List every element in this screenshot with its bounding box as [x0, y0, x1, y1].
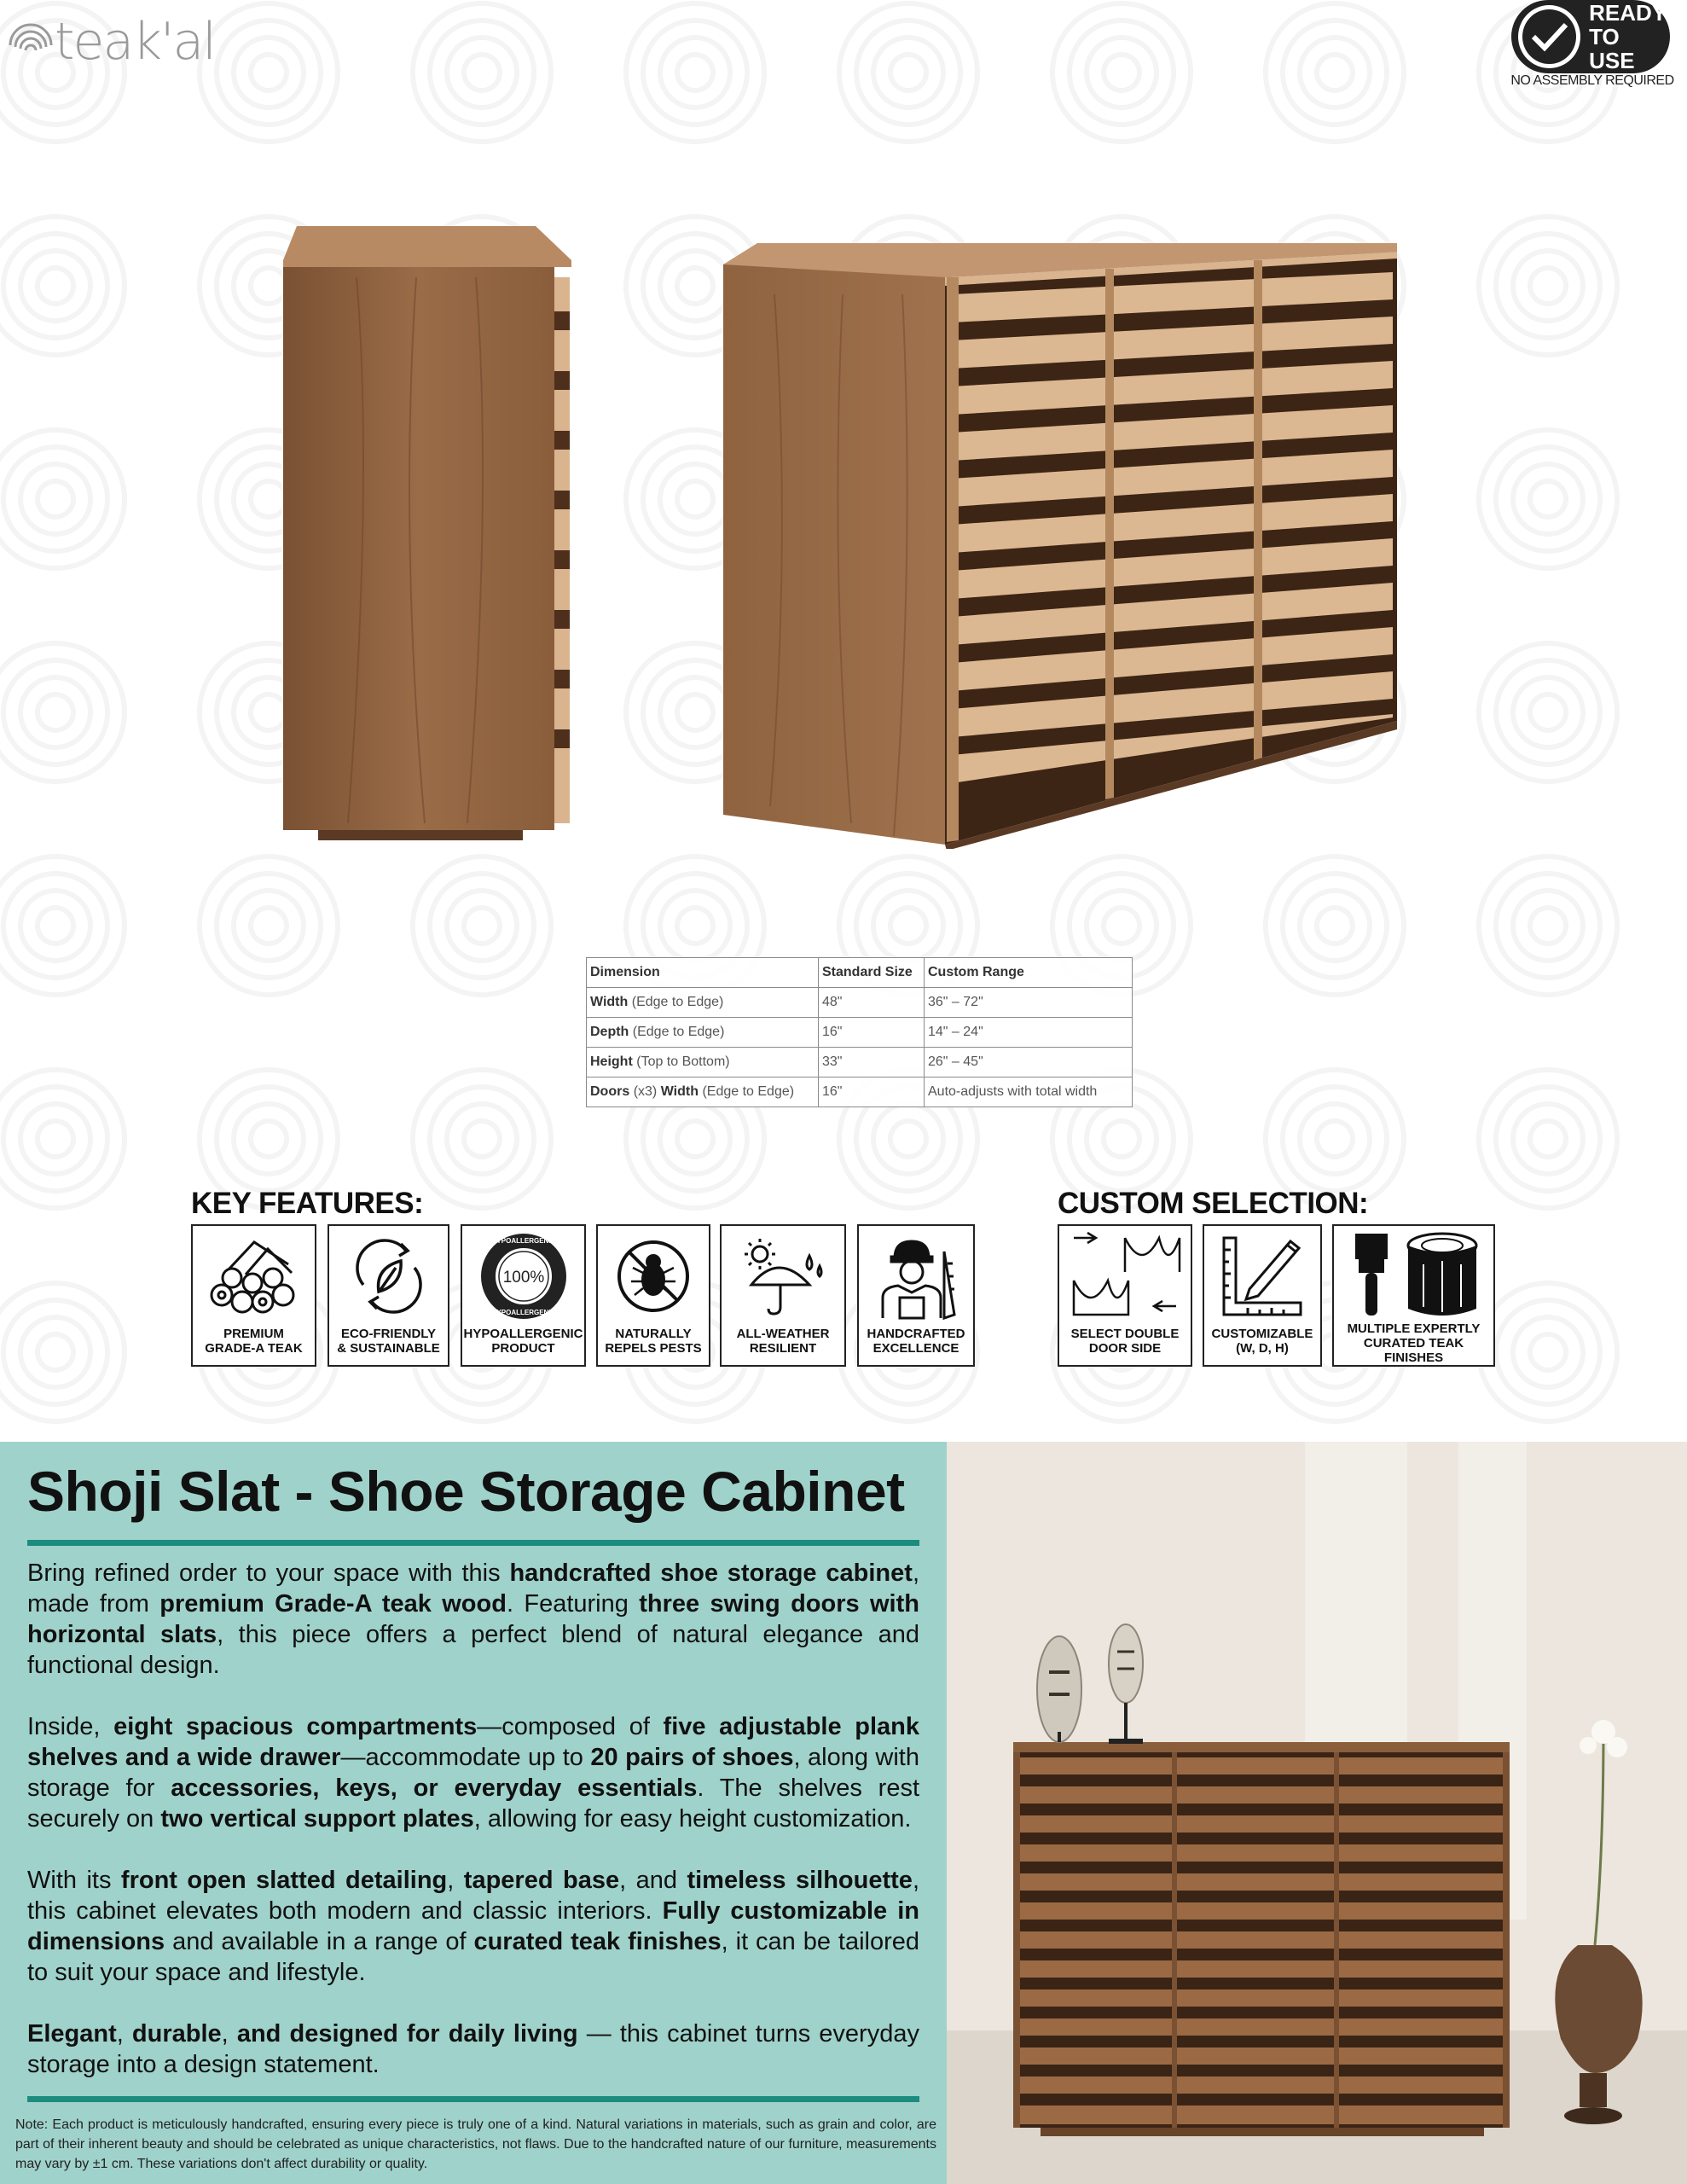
body-text: , this piece offers a perfect blend of natural elegance and functional design.	[27, 1621, 919, 1679]
no-assembly-text: NO ASSEMBLY REQUIRED	[1510, 73, 1674, 88]
emphasis-text: durable	[131, 2020, 222, 2048]
description-paragraph-1	[27, 1558, 919, 1681]
standard-cell: 48"	[819, 988, 925, 1018]
svg-text:HYPOALLERGENIC: HYPOALLERGENIC	[491, 1309, 555, 1316]
emphasis-text: handcrafted shoe storage cabinet	[509, 1560, 913, 1587]
title-divider	[27, 1540, 919, 1546]
room-scene-photo	[947, 1442, 1687, 2184]
ready-to-use-badge	[1511, 0, 1678, 94]
range-cell: 26" – 45"	[925, 1048, 1133, 1077]
option-door-side	[1058, 1224, 1192, 1367]
body-text: —accommodate up to	[340, 1744, 591, 1771]
key-features-heading: KEY FEATURES:	[191, 1187, 424, 1220]
brand-logo[interactable]	[9, 12, 230, 72]
product-description	[27, 1558, 919, 2111]
feature-premium-teak	[191, 1224, 316, 1367]
cabinet-side-view-image	[280, 226, 574, 840]
range-cell: 14" – 24"	[925, 1018, 1133, 1048]
body-text: . Featuring	[506, 1590, 640, 1618]
ready-pill	[1511, 0, 1670, 73]
emphasis-text: two vertical support plates	[160, 1805, 474, 1833]
body-text: , allowing for easy height customization.	[473, 1805, 912, 1833]
table-row	[587, 1077, 1133, 1107]
body-text: . The shelves rest securely on	[27, 1774, 920, 1833]
feature-label: HYPOALLERGENIC PRODUCT	[463, 1327, 583, 1356]
emphasis-text: five adjustable plank shelves and a wide drawer	[27, 1713, 919, 1771]
range-cell: Auto-adjusts with total width	[925, 1077, 1133, 1107]
emphasis-text: premium Grade-A teak wood	[159, 1590, 507, 1618]
leaf-recycle-icon	[346, 1226, 432, 1327]
svg-text:100%: 100%	[502, 1269, 544, 1287]
emphasis-text: eight spacious compartments	[113, 1713, 478, 1740]
description-paragraph-4	[27, 2018, 919, 2080]
standard-cell: 16"	[819, 1077, 925, 1107]
body-text: , this cabinet elevates both modern and classic interiors.	[27, 1867, 919, 1925]
feature-label: NATURALLY REPELS PESTS	[605, 1327, 702, 1356]
checkmark-icon	[1518, 5, 1580, 68]
table-row	[587, 988, 1133, 1018]
emphasis-text: curated teak finishes	[473, 1928, 722, 1955]
dimension-cell: Depth (Edge to Edge)	[587, 1018, 819, 1048]
feature-repels-pests	[596, 1224, 710, 1367]
range-cell: 36" – 72"	[925, 988, 1133, 1018]
option-label: MULTIPLE EXPERTLY CURATED TEAK FINISHES	[1347, 1321, 1481, 1365]
room-scene-illustration	[947, 1442, 1687, 2184]
ready-line-1: READY	[1589, 0, 1667, 26]
standard-cell: 16"	[819, 1018, 925, 1048]
feature-eco-friendly	[328, 1224, 449, 1367]
body-text: and available in a range of	[165, 1928, 474, 1955]
description-paragraph-2	[27, 1711, 919, 1834]
door-swing-icon	[1065, 1226, 1185, 1327]
body-text: ,	[447, 1867, 464, 1894]
bottom-divider	[27, 2096, 919, 2102]
col-dimension: Dimension	[587, 958, 819, 988]
table-row	[587, 1018, 1133, 1048]
emphasis-text: and designed for daily living	[236, 2020, 578, 2048]
feature-label: ALL-WEATHER RESILIENT	[736, 1327, 830, 1356]
product-title: Shoji Slat - Shoe Storage Cabinet	[27, 1460, 905, 1523]
emphasis-text: Fully customizable in dimensions	[27, 1897, 919, 1955]
body-text: Bring refined order to your space with this	[27, 1560, 510, 1587]
table-row	[587, 1048, 1133, 1077]
craftsman-icon	[869, 1226, 963, 1327]
col-custom-range: Custom Range	[925, 958, 1133, 988]
ready-line-2: TO USE	[1589, 24, 1635, 73]
hypoallergenic-seal-icon	[477, 1226, 571, 1327]
emphasis-text: 20 pairs of shoes	[590, 1744, 794, 1771]
feature-label: PREMIUM GRADE-A TEAK	[205, 1327, 303, 1356]
rings-logo-icon	[9, 20, 53, 64]
emphasis-text: Elegant	[27, 2020, 117, 2048]
body-text: — this cabinet turns everyday storage into a design statement.	[27, 2020, 919, 2078]
standard-cell: 33"	[819, 1048, 925, 1077]
weather-icon	[736, 1226, 830, 1327]
logs-icon	[203, 1226, 305, 1327]
feature-label: HANDCRAFTED EXCELLENCE	[867, 1327, 965, 1356]
handcrafted-note: Note: Each product is meticulously handcrafted, ensuring every piece is truly one of a kind. Natural variations in materials, such as grain and color, are part of their inherent beauty and should be celebrated as unique characteristics, not flaws. Due to the handcrafted nature of our furniture, measurements may vary by ±1 cm. These variations don't affect durability or quality.	[15, 2117, 936, 2171]
dimension-table	[586, 957, 1133, 1107]
dimension-cell: Height (Top to Bottom)	[587, 1048, 819, 1077]
body-text: ,	[116, 2020, 132, 2048]
no-pests-icon	[611, 1226, 696, 1327]
ready-text	[1589, 1, 1670, 73]
emphasis-text: accessories, keys, or everyday essentials	[171, 1774, 698, 1802]
dimension-table-header	[587, 958, 1133, 988]
feature-label: ECO-FRIENDLY & SUSTAINABLE	[337, 1327, 440, 1356]
emphasis-text: tapered base	[463, 1867, 620, 1894]
feature-all-weather	[720, 1224, 846, 1367]
body-text: ,	[221, 2020, 237, 2048]
body-text: —composed of	[477, 1713, 664, 1740]
emphasis-text: three swing doors with horizontal slats	[27, 1590, 919, 1648]
brand-logo-text: teak'al	[55, 12, 215, 72]
body-text: , it can be tailored to suit your space and lifestyle.	[27, 1928, 920, 1986]
option-teak-finishes	[1332, 1224, 1495, 1367]
emphasis-text: front open slatted detailing	[120, 1867, 448, 1894]
option-label: SELECT DOUBLE DOOR SIDE	[1070, 1327, 1180, 1356]
body-text: Inside,	[27, 1713, 114, 1740]
dimension-cell: Width (Edge to Edge)	[587, 988, 819, 1018]
svg-text:HYPOALLERGENIC: HYPOALLERGENIC	[491, 1237, 555, 1245]
option-customizable-dimensions	[1203, 1224, 1322, 1367]
brush-log-icon	[1342, 1226, 1487, 1321]
feature-handcrafted	[857, 1224, 975, 1367]
description-paragraph-3	[27, 1865, 919, 1988]
body-text: , along with storage for	[27, 1744, 919, 1802]
feature-hypoallergenic	[461, 1224, 586, 1367]
body-text: , made from	[27, 1560, 919, 1618]
emphasis-text: timeless silhouette	[687, 1867, 913, 1894]
dimension-cell: Doors (x3) Width (Edge to Edge)	[587, 1077, 819, 1107]
custom-selection-heading: CUSTOM SELECTION:	[1058, 1187, 1369, 1220]
ruler-pencil-icon	[1215, 1226, 1309, 1327]
cabinet-front-view-image	[723, 243, 1397, 849]
col-standard-size: Standard Size	[819, 958, 925, 988]
option-label: CUSTOMIZABLE (W, D, H)	[1211, 1327, 1313, 1356]
body-text: , and	[619, 1867, 687, 1894]
body-text: With its	[27, 1867, 121, 1894]
